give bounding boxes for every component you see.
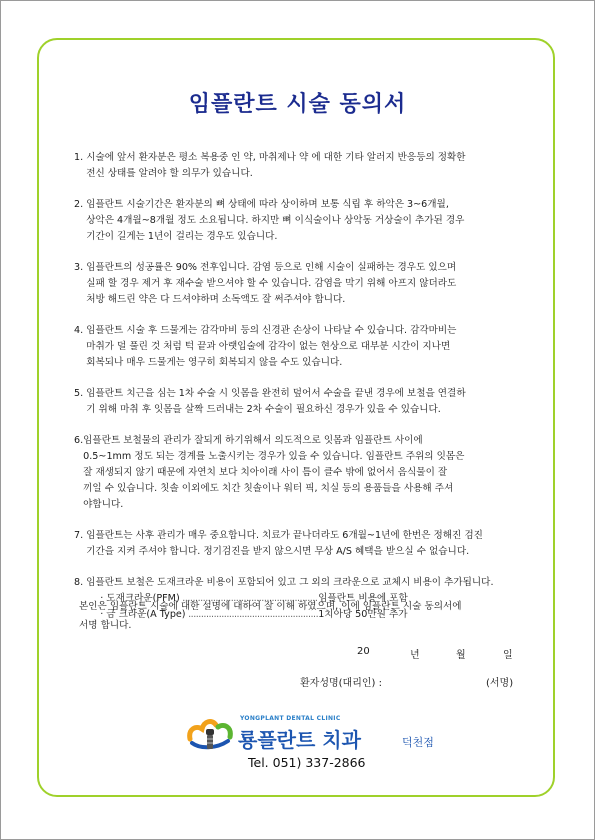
item-text: 처방 해드린 약은 다 드셔야하며 소독액도 잘 써주셔야 합니다. bbox=[86, 294, 346, 305]
price-label: · 금 크라운(A Type) ..... bbox=[100, 607, 318, 623]
list-item bbox=[74, 528, 524, 560]
price-label: · 도재크라운(PFM) ..... bbox=[100, 591, 318, 607]
consent-items bbox=[74, 150, 524, 638]
item-number: 7. bbox=[74, 530, 87, 541]
list-item bbox=[74, 260, 524, 308]
item-text: 임플란트 시술 후 드물게는 감각마비 등의 신경관 손상이 나타날 수 있습니다. 감각마비는 bbox=[86, 325, 457, 336]
signature-mark: (서명) bbox=[486, 678, 514, 689]
item-text: 상악은 4개월~8개월 정도 소요됩니다. 하지만 뼈 이식술이나 상악동 거상술이 추가된 경우 bbox=[86, 215, 465, 226]
item-number: 1. bbox=[74, 152, 87, 163]
item-text: 임플란트 보철은 도재크라운 비용이 포함되어 있고 그 외의 크라운으로 교체시 비용이 추가됩니다. bbox=[86, 577, 494, 588]
list-item bbox=[74, 386, 524, 418]
list-item bbox=[74, 323, 524, 371]
date-year-prefix: 20 bbox=[357, 646, 370, 657]
item-text: 임플란트 보철물의 관리가 잘되게 하기위해서 의도적으로 잇몸과 임플란트 사이에 bbox=[83, 435, 423, 446]
item-number: 4. bbox=[74, 325, 87, 336]
item-number: 5. bbox=[74, 388, 87, 399]
item-text: 임플란트는 사후 관리가 매우 중요합니다. 치료가 끝나더라도 6개월~1년에 한번은 정해진 검진 bbox=[86, 530, 483, 541]
signature-label: 환자성명(대리인) : bbox=[300, 678, 382, 689]
item-number: 8. bbox=[74, 577, 87, 588]
price-value: 임플란트 비용에 포함 bbox=[318, 593, 408, 604]
item-text: 임플란트의 성공률은 90% 전후입니다. 감염 등으로 인해 시술이 실패하는 경우도 있으며 bbox=[86, 262, 457, 273]
item-text: 끼일 수 있습니다. 칫솔 이외에도 치간 칫솔이나 워터 픽, 치실 등의 용품들을 사용해 주셔 bbox=[83, 483, 454, 494]
consent-line: 서명 합니다. bbox=[79, 620, 132, 631]
list-item bbox=[74, 433, 524, 513]
list-item bbox=[74, 150, 524, 182]
item-text: 실패 할 경우 제거 후 재수술 받으셔야 할 수 있습니다. 감염을 막기 위해 아프지 않더라도 bbox=[86, 278, 457, 289]
consent-statement bbox=[79, 597, 529, 635]
item-text: 마취가 덜 풀린 것 처럼 턱 끝과 아랫입술에 감각이 없는 현상으로 대부분 시간이 지나면 bbox=[86, 341, 451, 352]
item-number: 3. bbox=[74, 262, 87, 273]
clinic-phone: Tel. 051) 337-2866 bbox=[248, 755, 366, 770]
item-number: 2. bbox=[74, 199, 87, 210]
date-day: 일 bbox=[503, 650, 513, 661]
clinic-name: 룡플란트 치과 bbox=[238, 728, 361, 752]
clinic-logo bbox=[186, 713, 446, 783]
date-month: 월 bbox=[456, 650, 466, 661]
item-number: 6. bbox=[74, 435, 84, 446]
item-text: 전신 상태를 알려야 할 의무가 있습니다. bbox=[86, 168, 253, 179]
tooth-logo-icon bbox=[186, 715, 234, 755]
list-item bbox=[74, 197, 524, 245]
item-text: 기간을 지켜 주셔야 합니다. 정기검진을 받지 않으시면 무상 A/S 혜택을 받으실 수 없습니다. bbox=[86, 546, 470, 557]
item-text: 야합니다. bbox=[83, 499, 124, 510]
item-text: 기간이 길게는 1년이 걸리는 경우도 있습니다. bbox=[86, 231, 278, 242]
document-title: 임플란트 시술 동의서 bbox=[188, 92, 407, 117]
clinic-english-name: YONGPLANT DENTAL CLINIC bbox=[240, 715, 341, 722]
item-text: 잘 재생되지 않기 때문에 자연치 보다 치아이래 사이 틈이 클수 밖에 없어서 음식물이 잘 bbox=[83, 467, 448, 478]
item-text: 시술에 앞서 환자분은 평소 복용중 인 약, 마취제나 약 에 대한 기타 알러지 반응등의 정확한 bbox=[86, 152, 466, 163]
item-text: 기 위해 마취 후 잇몸을 살짝 드러내는 2차 수술이 필요하신 경우가 있을 수 있습니다. bbox=[86, 404, 441, 415]
item-text: 0.5~1mm 정도 되는 경계를 노출시키는 경우가 있을 수 있습니다. 임플란트 주위의 잇몸은 bbox=[83, 451, 465, 462]
consent-line: 본인은 임플란트 시술에 대한 설명에 대하여 잘 이해 하였으며, 이에 임플란트 시술 동의서에 bbox=[79, 601, 462, 612]
item-text: 임플란트 시술기간은 환자분의 뼈 상태에 따라 상이하며 보통 식립 후 하악은 3~6개월, bbox=[86, 199, 449, 210]
date-year: 년 bbox=[410, 650, 420, 661]
item-text: 회복되나 매우 드물게는 영구히 회복되지 않을 수도 있습니다. bbox=[86, 357, 343, 368]
clinic-branch: 덕천점 bbox=[402, 736, 434, 749]
item-text: 임플란트 치근을 심는 1차 수술 시 잇몸을 완전히 덮어서 수술을 끝낸 경우에 보철을 연결하 bbox=[86, 388, 466, 399]
price-value: 1치아당 50만원 추가 bbox=[318, 609, 408, 620]
